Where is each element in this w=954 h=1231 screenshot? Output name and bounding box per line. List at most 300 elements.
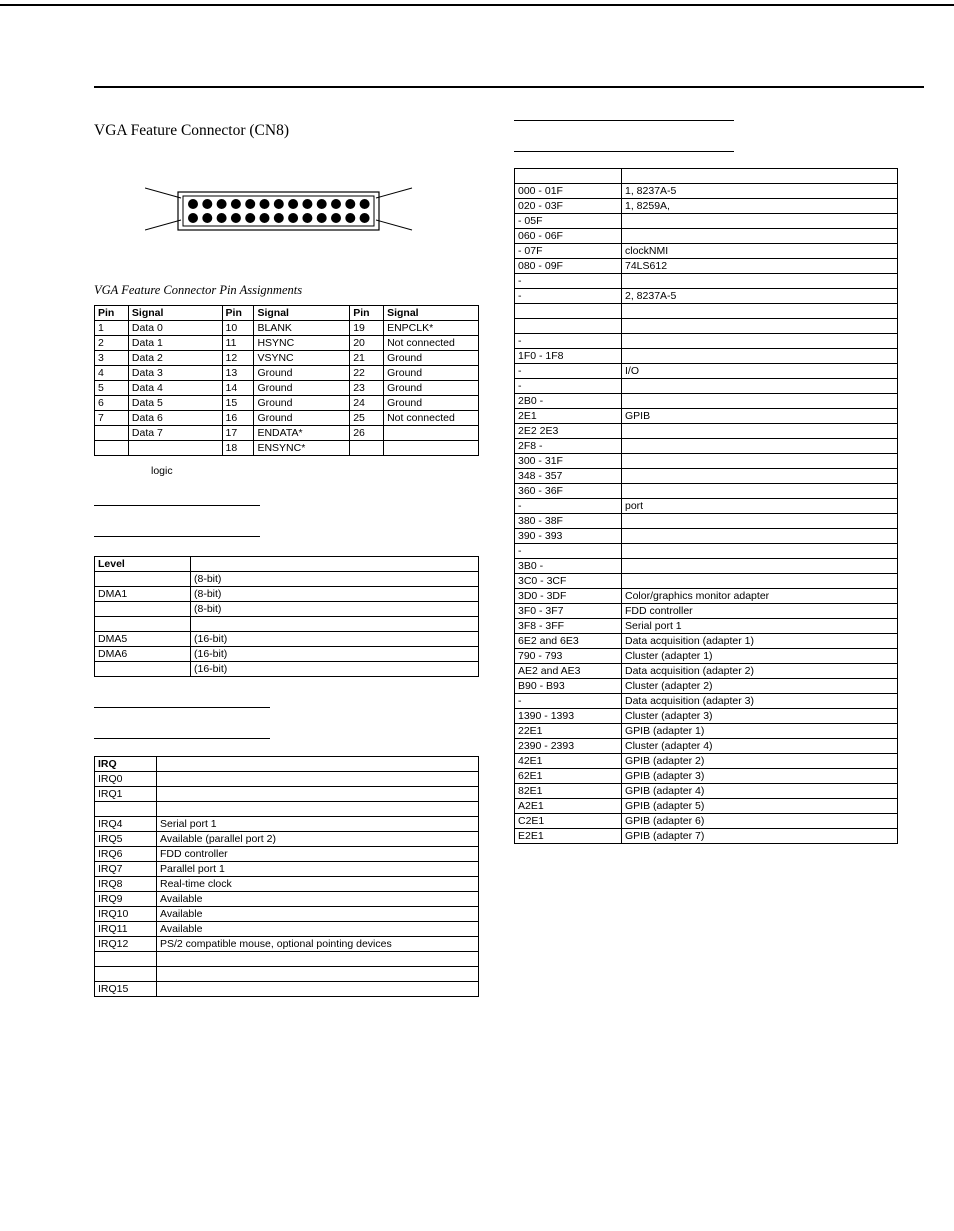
- table-cell: 3B0 -: [515, 559, 622, 574]
- table-cell: B90 - B93: [515, 679, 622, 694]
- header-cell: Signal: [384, 306, 479, 321]
- table-row: [95, 632, 479, 647]
- table-cell: 18: [222, 441, 254, 456]
- vga-table-caption: VGA Feature Connector Pin Assignments: [94, 283, 303, 297]
- table-cell: [95, 967, 157, 982]
- table-cell: [622, 454, 898, 469]
- table-row: [515, 634, 898, 649]
- table-row: [515, 574, 898, 589]
- table-cell: -: [515, 694, 622, 709]
- table-cell: IRQ6: [95, 847, 157, 862]
- table-cell: 19: [350, 321, 384, 336]
- table-row: [515, 799, 898, 814]
- table-cell: 2E2 2E3: [515, 424, 622, 439]
- table-cell: 16: [222, 411, 254, 426]
- table-cell: 4: [95, 366, 129, 381]
- table-cell: 348 - 357: [515, 469, 622, 484]
- table-row: [515, 169, 898, 184]
- table-cell: 42E1: [515, 754, 622, 769]
- table-cell: GPIB (adapter 6): [622, 814, 898, 829]
- table-row: [95, 817, 479, 832]
- table-cell: 23: [350, 381, 384, 396]
- table-row: [515, 484, 898, 499]
- irq-table: [94, 756, 479, 997]
- table-cell: -: [515, 499, 622, 514]
- table-cell: I/O: [622, 364, 898, 379]
- table-cell: Real-time clock: [157, 877, 479, 892]
- connector-pin: [245, 213, 255, 223]
- table-cell: [191, 617, 479, 632]
- connector-pin: [217, 213, 227, 223]
- table-cell: Available: [157, 907, 479, 922]
- table-cell: [622, 304, 898, 319]
- table-cell: [350, 441, 384, 456]
- table-cell: IRQ8: [95, 877, 157, 892]
- table-cell: 82E1: [515, 784, 622, 799]
- table-cell: [95, 441, 129, 456]
- table-cell: 12: [222, 351, 254, 366]
- table-row: [515, 814, 898, 829]
- table-row: [515, 544, 898, 559]
- table-cell: [95, 572, 191, 587]
- table-row: [95, 802, 479, 817]
- table-cell: [384, 441, 479, 456]
- table-cell: Available: [157, 892, 479, 907]
- connector-pin: [302, 199, 312, 209]
- table-cell: BLANK: [254, 321, 350, 336]
- table-row: [515, 259, 898, 274]
- table-cell: GPIB (adapter 7): [622, 829, 898, 844]
- table-cell: GPIB (adapter 2): [622, 754, 898, 769]
- table-cell: 360 - 36F: [515, 484, 622, 499]
- table-cell: [515, 319, 622, 334]
- table-cell: 3D0 - 3DF: [515, 589, 622, 604]
- table-cell: 3F8 - 3FF: [515, 619, 622, 634]
- table-row: [515, 334, 898, 349]
- header-cell: Level: [95, 557, 191, 572]
- table-cell: 020 - 03F: [515, 199, 622, 214]
- table-cell: (8-bit): [191, 572, 479, 587]
- table-row: [95, 922, 479, 937]
- table-cell: [622, 169, 898, 184]
- table-cell: 22: [350, 366, 384, 381]
- table-cell: 13: [222, 366, 254, 381]
- table-row: [515, 499, 898, 514]
- table-cell: [128, 441, 222, 456]
- table-row: [515, 409, 898, 424]
- connector-pin: [202, 213, 212, 223]
- table-cell: Data 4: [128, 381, 222, 396]
- table-cell: 080 - 09F: [515, 259, 622, 274]
- connector-pin: [260, 213, 270, 223]
- table-cell: Data acquisition (adapter 2): [622, 664, 898, 679]
- table-cell: [622, 379, 898, 394]
- table-cell: 1F0 - 1F8: [515, 349, 622, 364]
- table-row: [515, 769, 898, 784]
- table-row: [515, 304, 898, 319]
- table-row: [515, 739, 898, 754]
- table-cell: [622, 439, 898, 454]
- table-row: [95, 587, 479, 602]
- table-row: [95, 907, 479, 922]
- table-cell: 2F8 -: [515, 439, 622, 454]
- table-row: [515, 754, 898, 769]
- table-cell: Ground: [254, 396, 350, 411]
- table-cell: DMA6: [95, 647, 191, 662]
- table-cell: AE2 and AE3: [515, 664, 622, 679]
- table-cell: VSYNC: [254, 351, 350, 366]
- connector-pin: [302, 213, 312, 223]
- header-rule: [94, 86, 924, 88]
- table-row: [515, 724, 898, 739]
- table-cell: [515, 169, 622, 184]
- io-address-table: [514, 168, 898, 844]
- table-row: [95, 787, 479, 802]
- table-row: [515, 784, 898, 799]
- table-cell: [95, 617, 191, 632]
- table-row: [515, 349, 898, 364]
- table-cell: Cluster (adapter 4): [622, 739, 898, 754]
- dma-title-rule-1: [94, 505, 260, 506]
- table-cell: 15: [222, 396, 254, 411]
- connector-pin: [317, 199, 327, 209]
- table-row: [95, 411, 479, 426]
- table-row: [515, 289, 898, 304]
- table-cell: 3F0 - 3F7: [515, 604, 622, 619]
- table-cell: -: [515, 334, 622, 349]
- vga-pin-table: [94, 305, 479, 456]
- connector-pin: [188, 199, 198, 209]
- table-cell: [157, 952, 479, 967]
- table-row: [515, 559, 898, 574]
- table-cell: 22E1: [515, 724, 622, 739]
- table-cell: IRQ5: [95, 832, 157, 847]
- table-row: [95, 952, 479, 967]
- table-row: [95, 441, 479, 456]
- table-cell: Cluster (adapter 3): [622, 709, 898, 724]
- table-cell: IRQ11: [95, 922, 157, 937]
- table-row: [515, 589, 898, 604]
- table-cell: [515, 304, 622, 319]
- table-row: [95, 892, 479, 907]
- table-cell: Parallel port 1: [157, 862, 479, 877]
- table-cell: 1: [95, 321, 129, 336]
- table-cell: Data acquisition (adapter 1): [622, 634, 898, 649]
- table-cell: IRQ1: [95, 787, 157, 802]
- table-cell: Ground: [384, 366, 479, 381]
- table-cell: [622, 394, 898, 409]
- table-row: [515, 619, 898, 634]
- table-cell: 11: [222, 336, 254, 351]
- table-cell: GPIB (adapter 1): [622, 724, 898, 739]
- table-row: [515, 199, 898, 214]
- table-row: [95, 426, 479, 441]
- table-cell: IRQ12: [95, 937, 157, 952]
- table-cell: [622, 334, 898, 349]
- table-cell: -: [515, 289, 622, 304]
- connector-pin: [360, 213, 370, 223]
- table-cell: IRQ0: [95, 772, 157, 787]
- table-cell: HSYNC: [254, 336, 350, 351]
- connector-pin: [245, 199, 255, 209]
- table-cell: 3: [95, 351, 129, 366]
- table-cell: -: [515, 274, 622, 289]
- header-cell: Signal: [128, 306, 222, 321]
- dma-title-rule-2: [94, 536, 260, 537]
- table-row: [95, 967, 479, 982]
- header-cell: IRQ: [95, 757, 157, 772]
- table-cell: [622, 424, 898, 439]
- table-cell: 62E1: [515, 769, 622, 784]
- table-cell: GPIB (adapter 5): [622, 799, 898, 814]
- table-row: [95, 877, 479, 892]
- connector-pin: [231, 213, 241, 223]
- table-cell: GPIB: [622, 409, 898, 424]
- table-cell: 000 - 01F: [515, 184, 622, 199]
- table-cell: Data 6: [128, 411, 222, 426]
- table-row: [95, 572, 479, 587]
- table-cell: IRQ15: [95, 982, 157, 997]
- table-cell: Ground: [254, 381, 350, 396]
- table-row: [515, 274, 898, 289]
- table-cell: 380 - 38F: [515, 514, 622, 529]
- table-cell: Color/graphics monitor adapter: [622, 589, 898, 604]
- table-header-row: [95, 757, 479, 772]
- table-cell: - 07F: [515, 244, 622, 259]
- table-cell: [157, 982, 479, 997]
- connector-pin: [188, 213, 198, 223]
- connector-pin: [331, 213, 341, 223]
- table-row: [95, 862, 479, 877]
- table-cell: Data acquisition (adapter 3): [622, 694, 898, 709]
- table-row: [95, 647, 479, 662]
- table-cell: [622, 559, 898, 574]
- table-cell: IRQ4: [95, 817, 157, 832]
- table-cell: [157, 967, 479, 982]
- table-cell: ENDATA*: [254, 426, 350, 441]
- dma-table: [94, 556, 479, 677]
- connector-pin: [202, 199, 212, 209]
- table-cell: Ground: [384, 381, 479, 396]
- table-row: [515, 529, 898, 544]
- table-cell: [622, 274, 898, 289]
- table-cell: port: [622, 499, 898, 514]
- table-row: [515, 454, 898, 469]
- table-cell: FDD controller: [622, 604, 898, 619]
- header-cell: Pin: [95, 306, 129, 321]
- table-cell: Data 2: [128, 351, 222, 366]
- table-cell: E2E1: [515, 829, 622, 844]
- table-cell: Data 0: [128, 321, 222, 336]
- table-cell: 14: [222, 381, 254, 396]
- table-row: [95, 982, 479, 997]
- connector-pin: [217, 199, 227, 209]
- table-cell: [95, 802, 157, 817]
- table-cell: Data 1: [128, 336, 222, 351]
- table-cell: clockNMI: [622, 244, 898, 259]
- table-cell: 790 - 793: [515, 649, 622, 664]
- table-row: [515, 829, 898, 844]
- table-row: [95, 847, 479, 862]
- header-cell: Signal: [254, 306, 350, 321]
- table-cell: 25: [350, 411, 384, 426]
- table-cell: - 05F: [515, 214, 622, 229]
- table-cell: [157, 787, 479, 802]
- table-cell: [622, 319, 898, 334]
- table-cell: Cluster (adapter 1): [622, 649, 898, 664]
- table-cell: 20: [350, 336, 384, 351]
- table-cell: -: [515, 379, 622, 394]
- table-cell: 060 - 06F: [515, 229, 622, 244]
- table-cell: GPIB (adapter 4): [622, 784, 898, 799]
- table-cell: 390 - 393: [515, 529, 622, 544]
- table-row: [95, 366, 479, 381]
- table-header-row: [95, 557, 479, 572]
- table-cell: 24: [350, 396, 384, 411]
- table-cell: 74LS612: [622, 259, 898, 274]
- vga-section-title: VGA Feature Connector (CN8): [94, 122, 289, 139]
- table-row: [515, 679, 898, 694]
- table-cell: 3C0 - 3CF: [515, 574, 622, 589]
- table-cell: (8-bit): [191, 587, 479, 602]
- table-row: [515, 664, 898, 679]
- table-cell: [622, 574, 898, 589]
- connector-pin: [345, 213, 355, 223]
- table-cell: Data 3: [128, 366, 222, 381]
- table-cell: [95, 602, 191, 617]
- table-cell: ENPCLK*: [384, 321, 479, 336]
- table-cell: 10: [222, 321, 254, 336]
- table-cell: Available (parallel port 2): [157, 832, 479, 847]
- table-row: [95, 381, 479, 396]
- table-row: [95, 336, 479, 351]
- table-row: [515, 244, 898, 259]
- table-row: [515, 439, 898, 454]
- table-cell: [622, 214, 898, 229]
- irq-title-rule-2: [94, 738, 270, 739]
- table-cell: 300 - 31F: [515, 454, 622, 469]
- table-row: [515, 214, 898, 229]
- table-cell: IRQ7: [95, 862, 157, 877]
- table-cell: Ground: [254, 411, 350, 426]
- connector-pin: [274, 213, 284, 223]
- table-cell: 6E2 and 6E3: [515, 634, 622, 649]
- table-cell: [622, 469, 898, 484]
- table-cell: DMA1: [95, 587, 191, 602]
- table-row: [515, 709, 898, 724]
- table-cell: 2, 8237A-5: [622, 289, 898, 304]
- table-cell: 26: [350, 426, 384, 441]
- table-row: [515, 319, 898, 334]
- table-row: [515, 379, 898, 394]
- irq-title-rule-1: [94, 707, 270, 708]
- table-cell: (16-bit): [191, 632, 479, 647]
- connector-pin: [274, 199, 284, 209]
- table-row: [515, 184, 898, 199]
- table-cell: 17: [222, 426, 254, 441]
- table-cell: C2E1: [515, 814, 622, 829]
- connector-pin: [331, 199, 341, 209]
- table-cell: 21: [350, 351, 384, 366]
- page-top-rule: [0, 4, 954, 6]
- table-header-row: [95, 306, 479, 321]
- table-cell: Serial port 1: [157, 817, 479, 832]
- table-cell: PS/2 compatible mouse, optional pointing devices: [157, 937, 479, 952]
- table-cell: 1390 - 1393: [515, 709, 622, 724]
- table-cell: 1, 8237A-5: [622, 184, 898, 199]
- table-cell: 2E1: [515, 409, 622, 424]
- table-cell: GPIB (adapter 3): [622, 769, 898, 784]
- table-row: [515, 394, 898, 409]
- table-cell: IRQ10: [95, 907, 157, 922]
- table-cell: 5: [95, 381, 129, 396]
- table-cell: Data 5: [128, 396, 222, 411]
- header-cell: Pin: [350, 306, 384, 321]
- table-row: [515, 364, 898, 379]
- table-cell: [622, 544, 898, 559]
- table-cell: Not connected: [384, 411, 479, 426]
- vga-note: logic: [151, 465, 173, 477]
- table-cell: 2B0 -: [515, 394, 622, 409]
- table-cell: (8-bit): [191, 602, 479, 617]
- table-cell: Data 7: [128, 426, 222, 441]
- table-row: [95, 937, 479, 952]
- connector-pin: [288, 199, 298, 209]
- table-row: [515, 469, 898, 484]
- table-cell: IRQ9: [95, 892, 157, 907]
- table-cell: DMA5: [95, 632, 191, 647]
- table-cell: Serial port 1: [622, 619, 898, 634]
- table-row: [95, 351, 479, 366]
- table-cell: A2E1: [515, 799, 622, 814]
- table-cell: [157, 772, 479, 787]
- table-cell: [622, 514, 898, 529]
- table-cell: [622, 529, 898, 544]
- table-cell: Ground: [384, 351, 479, 366]
- table-row: [95, 662, 479, 677]
- table-cell: -: [515, 544, 622, 559]
- table-cell: [384, 426, 479, 441]
- table-cell: [622, 229, 898, 244]
- table-row: [95, 832, 479, 847]
- connector-pin: [360, 199, 370, 209]
- table-cell: [95, 426, 129, 441]
- header-cell: Pin: [222, 306, 254, 321]
- io-title-rule-1: [514, 120, 734, 121]
- table-cell: [622, 349, 898, 364]
- vga-connector-diagram: [145, 180, 420, 240]
- io-title-rule-2: [514, 151, 734, 152]
- table-cell: (16-bit): [191, 647, 479, 662]
- table-cell: Available: [157, 922, 479, 937]
- table-cell: [157, 802, 479, 817]
- table-cell: 1, 8259A,: [622, 199, 898, 214]
- table-row: [515, 604, 898, 619]
- connector-pin: [288, 213, 298, 223]
- table-row: [95, 602, 479, 617]
- table-cell: 7: [95, 411, 129, 426]
- table-row: [515, 229, 898, 244]
- table-cell: Ground: [254, 366, 350, 381]
- connector-pin: [231, 199, 241, 209]
- table-cell: Ground: [384, 396, 479, 411]
- table-row: [515, 424, 898, 439]
- table-cell: (16-bit): [191, 662, 479, 677]
- table-row: [95, 617, 479, 632]
- table-cell: [622, 484, 898, 499]
- table-cell: FDD controller: [157, 847, 479, 862]
- table-row: [515, 514, 898, 529]
